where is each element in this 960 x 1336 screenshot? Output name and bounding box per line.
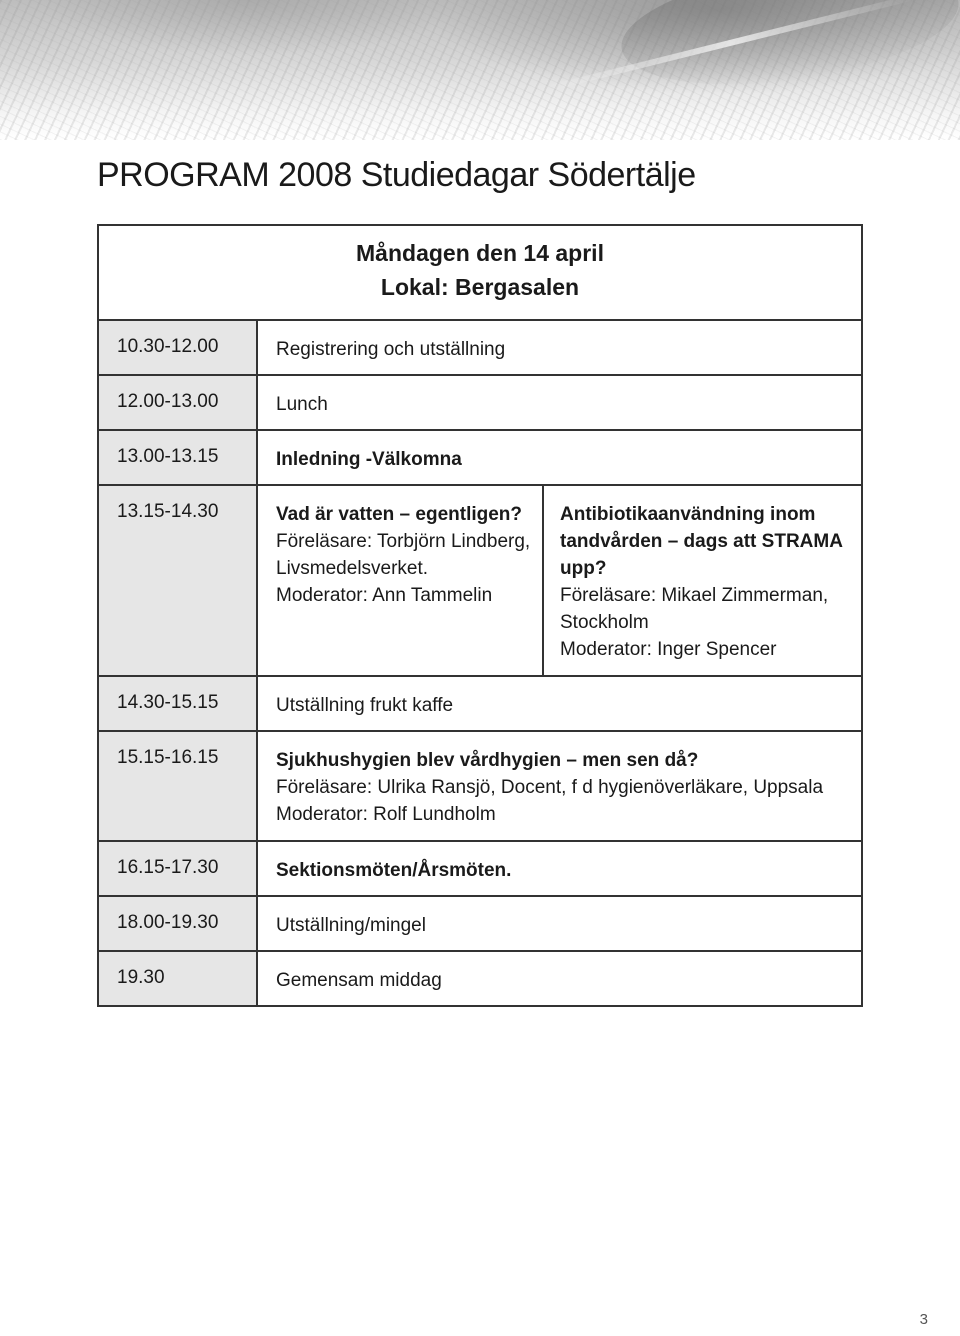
session-title: upp? — [560, 558, 607, 579]
session-speaker: Föreläsare: Torbjörn Lindberg, — [276, 531, 531, 552]
event-title: Sjukhushygien blev vårdhygien – men sen då? — [276, 750, 699, 771]
session-moderator: Moderator: Inger Spencer — [560, 639, 777, 660]
event-details — [258, 732, 861, 840]
event-title: Utställning frukt kaffe — [276, 695, 454, 716]
session-moderator: Moderator: Ann Tammelin — [276, 585, 493, 606]
table-row — [99, 376, 861, 431]
page-number: 3 — [919, 1311, 928, 1328]
session-speaker: Föreläsare: Mikael Zimmerman, — [560, 585, 829, 606]
table-row — [99, 321, 861, 376]
time-cell: 14.30-15.15 — [99, 677, 258, 730]
session-title: Antibiotikaanvändning inom — [560, 504, 816, 525]
table-row — [99, 897, 861, 952]
day-heading: Måndagen den 14 april — [356, 240, 604, 266]
time-cell: 15.15-16.15 — [99, 732, 258, 840]
session-title: Vad är vatten – egentligen? — [276, 504, 523, 525]
session-speaker-org: Livsmedelsverket. — [276, 558, 429, 579]
session-left — [258, 486, 544, 675]
table-row — [99, 952, 861, 1005]
event-speaker: Föreläsare: Ulrika Ransjö, Docent, f d hygienöverläkare, Uppsala — [276, 777, 824, 798]
event-title: Lunch — [276, 394, 328, 415]
event-moderator: Moderator: Rolf Lundholm — [276, 804, 496, 825]
page-title: PROGRAM 2008 Studiedagar Södertälje — [97, 156, 696, 194]
header-banner-image — [0, 0, 960, 140]
session-title: tandvården – dags att STRAMA — [560, 531, 843, 552]
time-cell: 13.00-13.15 — [99, 431, 258, 484]
table-row — [99, 486, 861, 677]
table-row — [99, 677, 861, 732]
table-row — [99, 732, 861, 842]
banner-decoration — [614, 0, 960, 103]
time-cell: 19.30 — [99, 952, 258, 1005]
time-cell: 13.15-14.30 — [99, 486, 258, 675]
event-title: Registrering och utställning — [276, 339, 506, 360]
table-row — [99, 431, 861, 486]
schedule-table — [97, 224, 863, 1007]
time-cell: 18.00-19.30 — [99, 897, 258, 950]
day-header — [99, 226, 861, 321]
session-right — [544, 486, 861, 675]
event-title: Sektionsmöten/Årsmöten. — [276, 860, 512, 881]
time-cell: 16.15-17.30 — [99, 842, 258, 895]
time-cell: 12.00-13.00 — [99, 376, 258, 429]
table-row — [99, 842, 861, 897]
event-title: Utställning/mingel — [276, 915, 426, 936]
session-speaker-org: Stockholm — [560, 612, 649, 633]
time-cell: 10.30-12.00 — [99, 321, 258, 374]
event-title: Gemensam middag — [276, 970, 442, 991]
venue-label: Lokal: Bergasalen — [380, 274, 580, 300]
event-title: Inledning -Välkomna — [276, 449, 462, 470]
parallel-sessions — [258, 486, 861, 675]
